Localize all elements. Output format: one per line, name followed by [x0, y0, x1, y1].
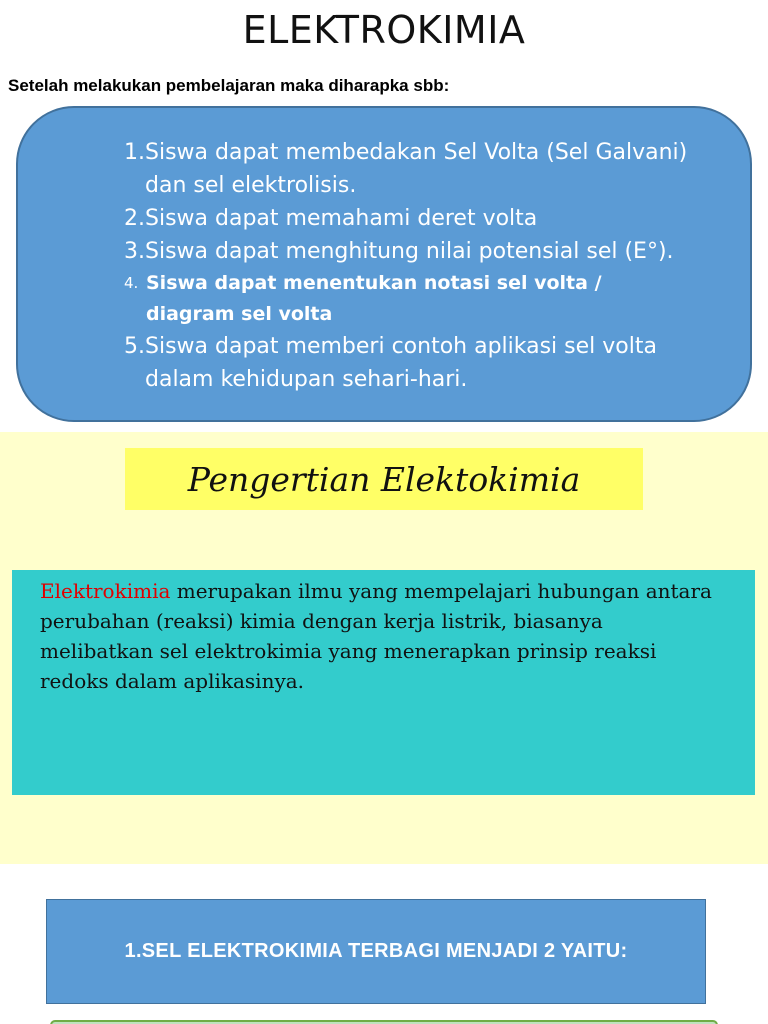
objective-item-3: [124, 235, 744, 268]
definition-panel: [0, 432, 768, 864]
section-heading: Pengertian Elektokimia: [187, 459, 581, 499]
page-title: ELEKTROKIMIA: [242, 8, 526, 52]
definition-text: [40, 576, 720, 696]
intro-text: Setelah melakukan pembelajaran maka diharapka sbb:: [8, 76, 450, 95]
objective-number: 3.: [124, 239, 145, 264]
objective-item-1: [124, 136, 744, 202]
objective-text: [145, 136, 744, 202]
objectives-box: [16, 106, 752, 422]
objective-number: 2.: [124, 206, 145, 231]
objective-text: [146, 268, 744, 330]
objective-line: Siswa dapat membedakan Sel Volta (Sel Galvani): [145, 140, 688, 165]
definition-term: Elektrokimia: [40, 579, 171, 603]
objective-line: dalam kehidupan sehari-hari.: [145, 367, 468, 392]
objective-line: Siswa dapat menentukan notasi sel volta /: [146, 272, 602, 294]
objective-item-4: [124, 268, 744, 330]
objective-item-2: [124, 202, 744, 235]
objective-number: 5.: [124, 334, 145, 359]
objective-text: [145, 202, 744, 235]
objective-line: Siswa dapat memahami deret volta: [145, 206, 538, 231]
objective-line: dan sel elektrolisis.: [145, 173, 357, 198]
objective-number: 4.: [124, 274, 139, 292]
objective-line: Siswa dapat memberi contoh aplikasi sel volta: [145, 334, 657, 359]
objective-text: [145, 330, 744, 396]
objective-line: diagram sel volta: [146, 303, 333, 325]
objective-text: [145, 235, 744, 268]
definition-body: merupakan ilmu yang mempelajari hubungan antara perubahan (reaksi) kimia dengan kerja listrik, biasanya melibatkan sel elektrokimia yang menerapkan prinsip reaksi redoks dalam aplikasinya.: [40, 579, 712, 693]
objective-item-5: [124, 330, 744, 396]
objective-number: 1.: [124, 140, 145, 165]
sel-heading: 1.SEL ELEKTROKIMIA TERBAGI MENJADI 2 YAITU:: [124, 940, 628, 962]
definition-box: [12, 570, 755, 795]
objective-line: Siswa dapat menghitung nilai potensial sel (E°).: [145, 239, 674, 264]
section-heading-box: [125, 448, 643, 510]
sel-heading-box: [46, 899, 706, 1004]
objectives-list: [124, 136, 744, 396]
next-box-edge: [50, 1020, 718, 1024]
